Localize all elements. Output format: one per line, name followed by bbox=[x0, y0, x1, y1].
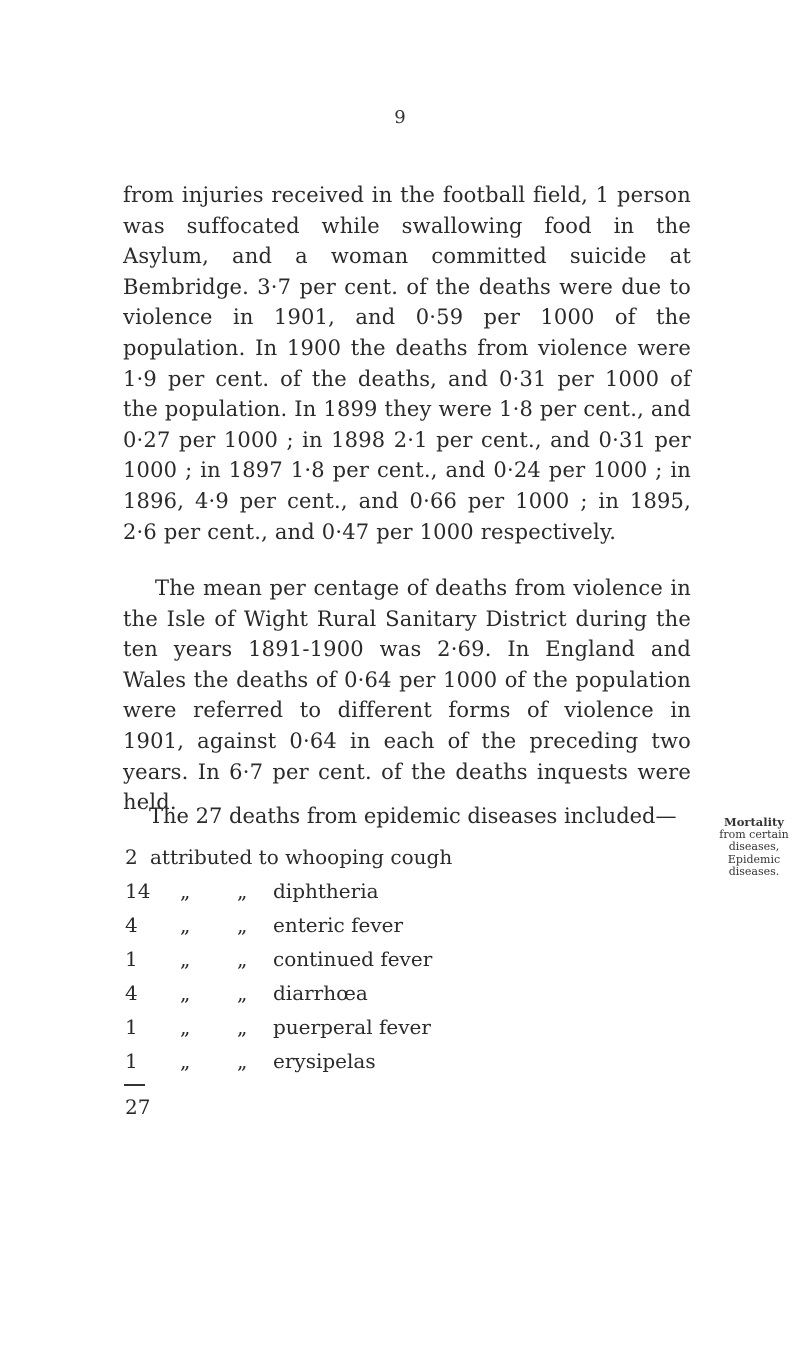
epidemic-intro: The 27 deaths from epidemic diseases included— bbox=[149, 804, 677, 828]
ditto-mark: „ bbox=[237, 1015, 248, 1039]
death-count: 4 bbox=[125, 981, 138, 1005]
page-number: 9 bbox=[394, 107, 406, 128]
ditto-mark: „ bbox=[237, 879, 248, 903]
margin-note-line: diseases. bbox=[728, 865, 780, 878]
death-count: 1 bbox=[125, 1049, 138, 1073]
margin-note-line: from certain bbox=[719, 827, 789, 841]
paragraph-violence-deaths: from injuries received in the football field, 1 person was suffocated while swallowing food in the Asylum, and a woman committed suicide at Bembridge. 3·7 per cent. of the deaths were due to violence in 1901, and 0·59 per 1000 of the population. In 1900 the deaths from violence were 1·9 per cent. of the deaths, and 0·31 per 1000 of the population. In 1899 they were 1·8 per cent., and 0·27 per 1000 ; in 1898 2·1 per cent., and 0·31 per 1000 ; in 1897 1·8 per cent., and 0·24 per 1000 ; in 1896, 4·9 per cent., and 0·66 per 1000 ; in 1895, 2·6 per cent., and 0·47 per 1000 respectively. bbox=[123, 183, 691, 544]
disease-name: erysipelas bbox=[273, 1049, 376, 1073]
ditto-mark: „ bbox=[180, 1049, 191, 1073]
total-rule bbox=[124, 1084, 145, 1086]
disease-name: diarrhœa bbox=[273, 981, 368, 1005]
disease-name: continued fever bbox=[273, 947, 433, 971]
row-text: attributed to whooping cough bbox=[150, 845, 453, 869]
total-count: 27 bbox=[125, 1095, 151, 1119]
ditto-mark: „ bbox=[237, 981, 248, 1005]
death-count: 2 bbox=[125, 845, 138, 869]
ditto-mark: „ bbox=[237, 1049, 248, 1073]
paragraph-mean-percentage: The mean per centage of deaths from violence in the Isle of Wight Rural Sanitary District during the ten years 1891-1900 was 2·69. In England and Wales the deaths of 0·64 per 1000 of the population were referred to different forms of violence in 1901, against 0·64 in each of the preceding two years. In 6·7 per cent. of the deaths inquests were held. bbox=[123, 576, 691, 815]
margin-note-line: Epidemic bbox=[727, 852, 781, 866]
margin-note-line: Mortality bbox=[724, 815, 784, 829]
margin-note-line: diseases, bbox=[728, 840, 780, 853]
ditto-mark: „ bbox=[180, 1015, 191, 1039]
disease-name: diphtheria bbox=[273, 879, 379, 903]
ditto-mark: „ bbox=[180, 879, 191, 903]
ditto-mark: „ bbox=[237, 947, 248, 971]
death-count: 1 bbox=[125, 947, 138, 971]
death-count: 4 bbox=[125, 913, 138, 937]
disease-name: puerperal fever bbox=[273, 1015, 431, 1039]
ditto-mark: „ bbox=[180, 981, 191, 1005]
death-count: 14 bbox=[125, 879, 151, 903]
disease-name: enteric fever bbox=[273, 913, 404, 937]
ditto-mark: „ bbox=[180, 947, 191, 971]
ditto-mark: „ bbox=[180, 913, 191, 937]
death-count: 1 bbox=[125, 1015, 138, 1039]
margin-note bbox=[708, 816, 800, 879]
ditto-mark: „ bbox=[237, 913, 248, 937]
